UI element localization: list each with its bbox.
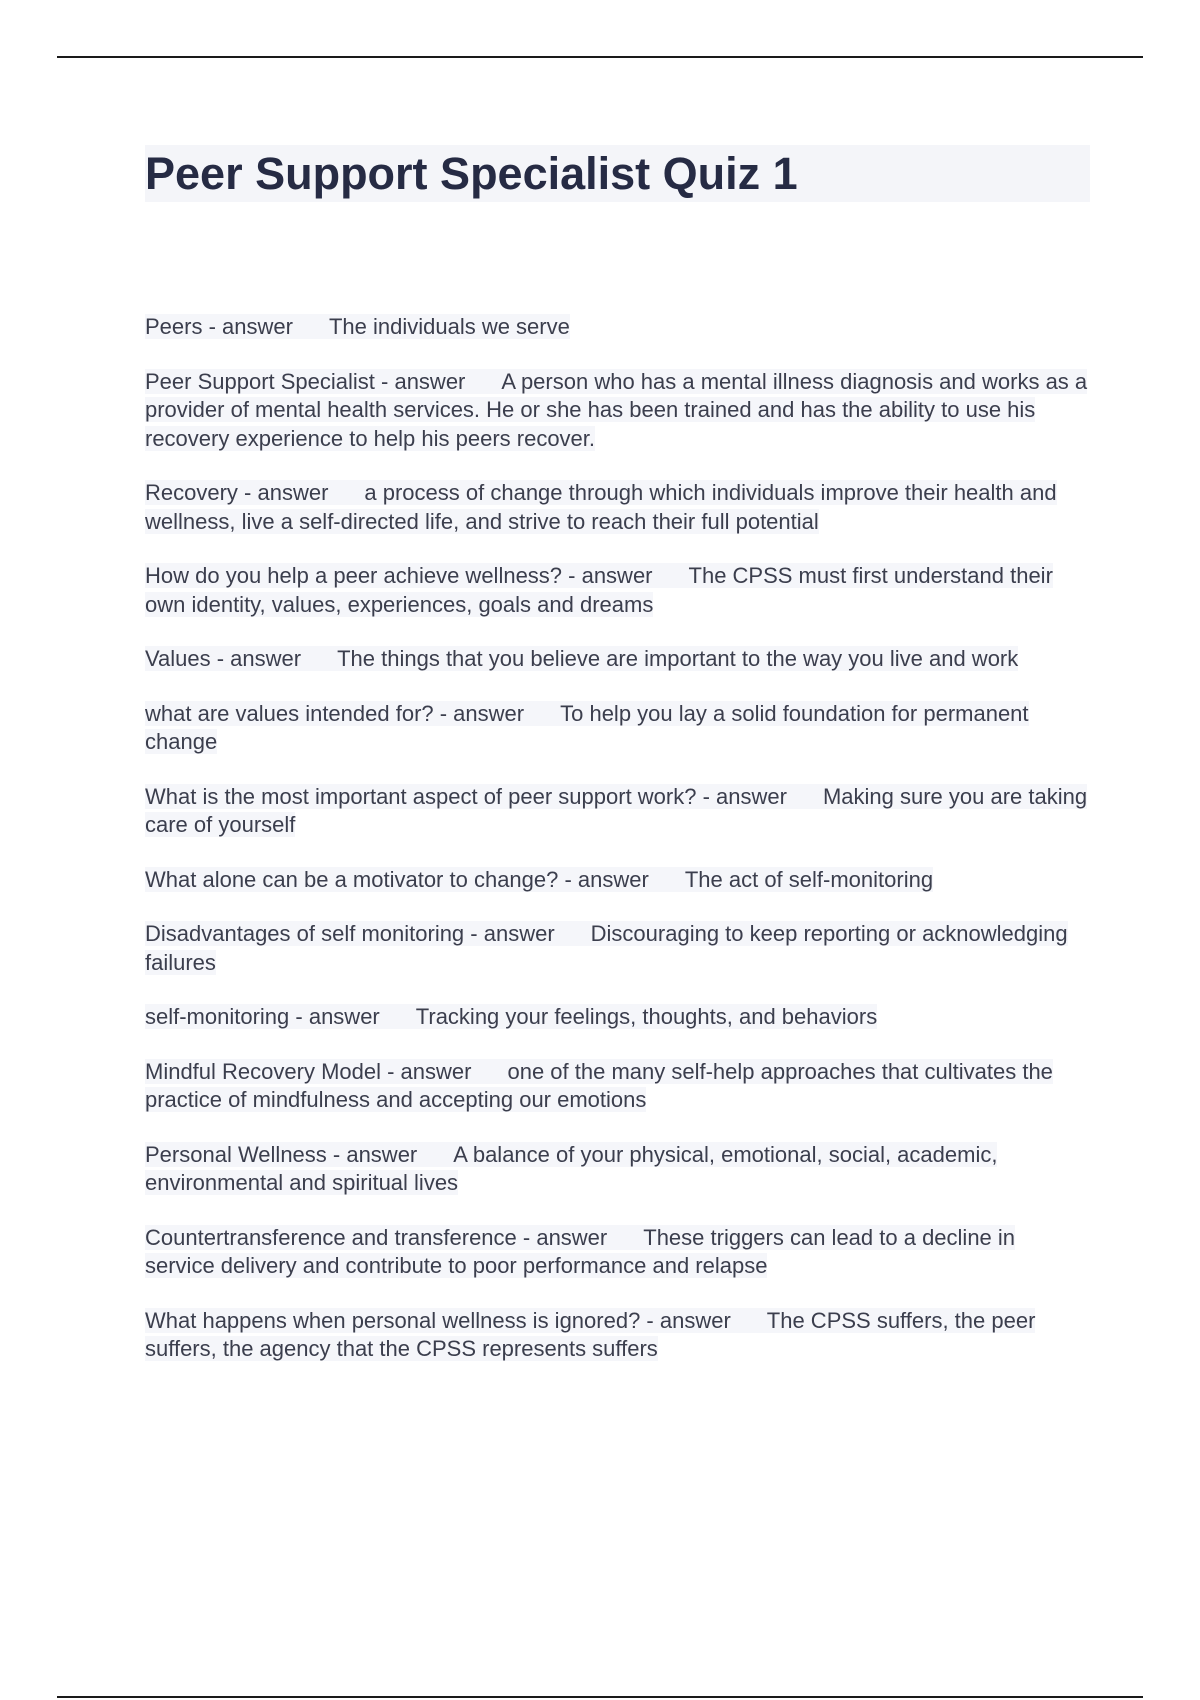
qa-term: Peers - answer <box>145 314 293 339</box>
qa-definition: a process of change through which individuals improve their health and wellness, live a self-directed life, and strive to reach their full potential <box>145 480 1057 534</box>
qa-term: What alone can be a motivator to change? - answer <box>145 866 649 892</box>
qa-definition: Making sure you are taking care of yourself <box>145 783 1088 837</box>
qa-definition: Tracking your feelings, thoughts, and behaviors <box>415 1004 878 1029</box>
qa-text <box>145 1225 1015 1279</box>
qa-item <box>145 1224 1090 1281</box>
qa-item <box>145 645 1090 674</box>
document-body <box>145 145 1090 1361</box>
qa-text <box>145 563 1053 617</box>
qa-text <box>145 369 1087 451</box>
qa-definition: To help you lay a solid foundation for permanent change <box>145 700 1029 754</box>
qa-term: Countertransference and transference - answer <box>145 1224 608 1250</box>
qa-term: Recovery - answer <box>145 480 329 505</box>
bottom-rule <box>57 1696 1143 1698</box>
qa-definition: A person who has a mental illness diagnosis and works as a provider of mental health services. He or she has been trained and has the ability to use his recovery experience to help his peers recover. <box>145 368 1088 451</box>
qa-text <box>145 867 933 892</box>
qa-list <box>145 313 1090 1390</box>
qa-definition: These triggers can lead to a decline in service delivery and contribute to poor performance and relapse <box>145 1224 1016 1278</box>
qa-definition: A balance of your physical, emotional, social, academic, environmental and spiritual lives <box>145 1141 998 1195</box>
qa-item <box>145 700 1090 757</box>
qa-item <box>145 1003 1090 1032</box>
qa-item <box>145 479 1090 536</box>
qa-item <box>145 1141 1090 1198</box>
qa-item <box>145 368 1090 454</box>
qa-text <box>145 1059 1053 1113</box>
qa-definition: The CPSS must first understand their own identity, values, experiences, goals and dreams <box>145 563 1053 617</box>
qa-term: Disadvantages of self monitoring - answer <box>145 921 555 946</box>
qa-term: self-monitoring - answer <box>145 1004 380 1029</box>
qa-definition: one of the many self-help approaches that cultivates the practice of mindfulness and accepting our emotions <box>145 1058 1053 1112</box>
qa-item <box>145 313 1090 342</box>
qa-text <box>145 1004 877 1029</box>
qa-definition: The things that you believe are important to the way you live and work <box>337 646 1019 671</box>
qa-term: Values - answer <box>145 646 302 671</box>
qa-definition: The act of self-monitoring <box>684 866 934 892</box>
qa-text <box>145 314 570 339</box>
qa-term: Personal Wellness - answer <box>145 1141 418 1167</box>
qa-term: How do you help a peer achieve wellness? - answer <box>145 563 653 588</box>
qa-definition: Discouraging to keep reporting or acknowledging failures <box>145 921 1068 975</box>
qa-text <box>145 1308 1035 1362</box>
qa-text <box>145 480 1057 534</box>
top-rule <box>57 56 1143 58</box>
qa-text <box>145 1142 997 1196</box>
qa-term: Mindful Recovery Model - answer <box>145 1058 472 1084</box>
qa-item <box>145 783 1090 840</box>
page-title: Peer Support Specialist Quiz 1 <box>145 145 1090 202</box>
qa-item <box>145 1058 1090 1115</box>
qa-item <box>145 866 1090 895</box>
qa-term: What happens when personal wellness is ignored? - answer <box>145 1307 731 1333</box>
qa-item <box>145 1307 1090 1364</box>
qa-text <box>145 784 1087 838</box>
qa-item <box>145 920 1090 977</box>
qa-definition: The individuals we serve <box>328 314 570 339</box>
qa-text <box>145 646 1018 671</box>
qa-term: what are values intended for? - answer <box>145 700 525 726</box>
qa-text <box>145 701 1029 755</box>
qa-term: Peer Support Specialist - answer <box>145 368 466 394</box>
qa-term: What is the most important aspect of peer support work? - answer <box>145 783 787 809</box>
qa-item <box>145 562 1090 619</box>
qa-text <box>145 921 1068 975</box>
qa-definition: The CPSS suffers, the peer suffers, the agency that the CPSS represents suffers <box>145 1307 1036 1361</box>
